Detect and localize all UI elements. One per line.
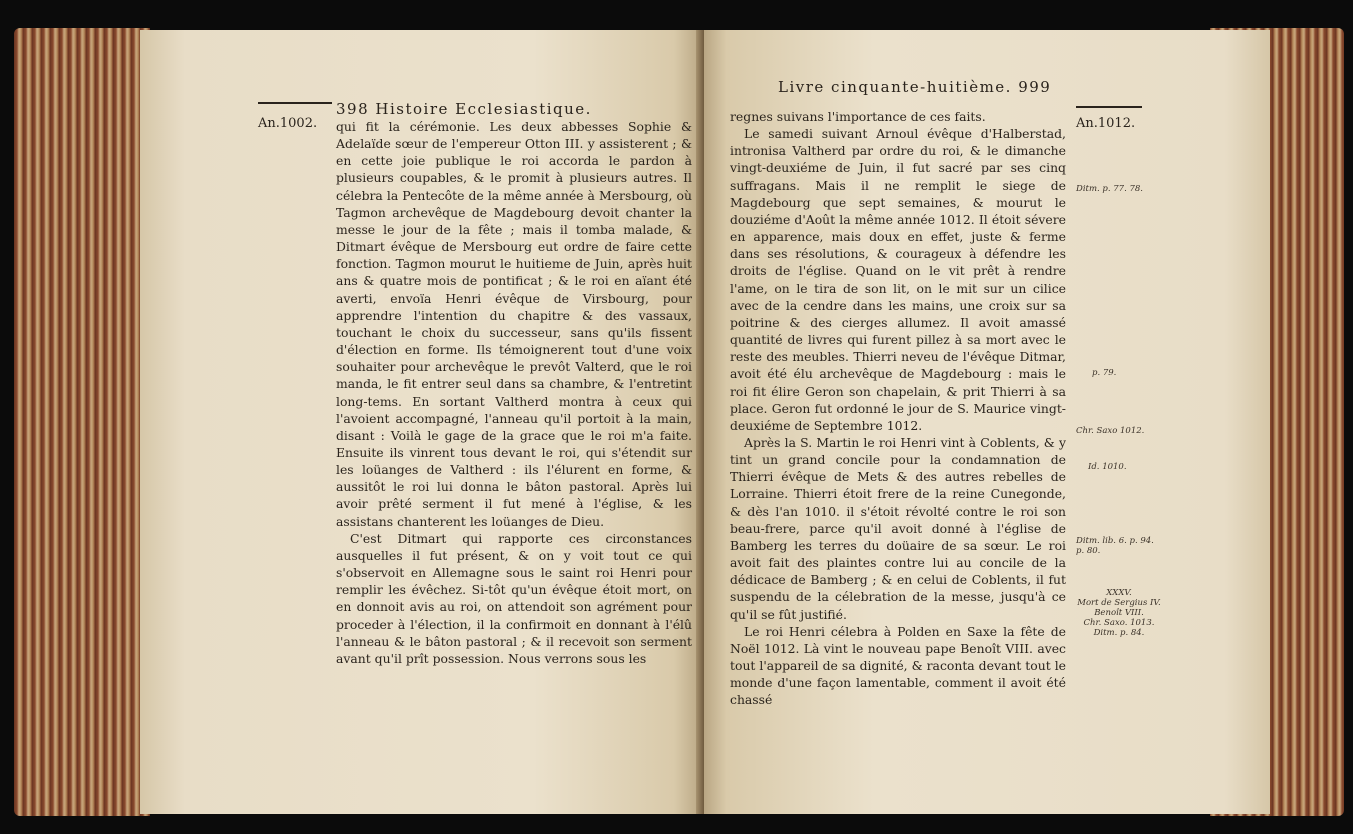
year-rule: [1076, 106, 1142, 108]
margin-note: Id. 1010.: [1088, 462, 1127, 472]
margin-year: An.1012.: [1076, 116, 1136, 131]
left-page: [140, 30, 702, 814]
margin-note: Chr. Saxo 1012.: [1076, 426, 1145, 436]
right-page: [704, 30, 1270, 814]
paragraph: regnes suivans l'importance de ces faits.: [730, 109, 986, 124]
margin-note: Ditm. p. 77. 78.: [1076, 184, 1143, 194]
margin-note: p. 79.: [1092, 368, 1117, 378]
margin-note: Ditm. lib. 6. p. 94. p. 80.: [1076, 536, 1154, 556]
paragraph: Après la S. Martin le roi Henri vint à Coblents, & y tint un grand concile pour la condamnation de Thierri évêque de Mets & des autres rebelles de Lorraine. Thierri étoit frere de la reine Cunegonde, & dès l'an 1010. il s'étoit révolté contre le roi son beau-frere, parce qu'il avoit donné à l'église de Bamberg les terres du doüaire de sa sœur. Le roi avoit fait des plaintes contre lui au concile de la dédicace de Bamberg ; & en celui de Coblents, il fut suspendu de la célebration de la messe, jusqu'à ce qu'il se fût justifié.: [730, 434, 1066, 622]
body-text: [730, 108, 1066, 708]
margin-note: XXXV. Mort de Sergius IV. Benoît VIII. Chr. Saxo. 1013. Ditm. p. 84.: [1077, 588, 1161, 638]
body-text: [336, 118, 692, 667]
paragraph: Le samedi suivant Arnoul évêque d'Halberstad, intronisa Valtherd par ordre du roi, & le dimanche vingt-deuxiéme de Juin, il fut sacré par ses cinq suffragans. Mais il ne remplit le siege de Magdebourg que sept semaines, & mourut le douziéme d'Août la même année 1012. Il étoit sévere en apparence, mais doux en effet, juste & ferme dans ses résolutions, & courageux à défendre les droits de l'église. Quand on le vit prêt à rendre l'ame, on le tira de son lit, on le mit sur un cilice avec de la cendre dans les mains, une croix sur sa poitrine & des cierges allumez. Il avoit amassé quantité de livres qui furent pillez à sa mort avec le reste des meubles. Thierri neveu de l'évêque Ditmar, avoit été élu archevêque de Magdebourg : mais le roi fit élire Geron son chapelain, & prit Thierri à sa place. Geron fut ordonné le jour de S. Maurice vingt-deuxiéme de Septembre 1012.: [730, 126, 1066, 433]
running-header: Livre cinquante-huitième. 999: [778, 78, 1052, 96]
left-page-edges: [14, 28, 150, 816]
paragraph: C'est Ditmart qui rapporte ces circonstances ausquelles il fut présent, & on y voit tout ce qui s'observoit en Allemagne sous le saint roi Henri pour remplir les évêchez. Si-tôt qu'un évêque étoit mort, on en donnoit avis au roi, on attendoit son agrément pour proceder à l'élection, il la confirmoit en donnant à l'élû l'anneau & le bâton pastoral ; & il recevoit son serment avant qu'il prît possession. Nous verrons sous les: [336, 530, 692, 666]
paragraph: Le roi Henri célebra à Polden en Saxe la fête de Noël 1012. Là vint le nouveau pape Benoît VIII. avec tout l'appareil de sa dignité, & raconta devant tout le monde d'une façon lamentable, comment il avoit été chassé: [730, 623, 1066, 708]
year-rule: [258, 102, 332, 104]
margin-year: An.1002.: [258, 116, 318, 131]
paragraph: qui fit la cérémonie. Les deux abbesses Sophie & Adelaïde sœur de l'empereur Otton III. y assisterent ; & en cette joie publique le roi accorda le pardon à plusieurs coupables, & le promit à plusieurs autres. Il célebra la Pentecôte de la même année à Mersbourg, où Tagmon archevêque de Magdebourg devoit chanter la messe le jour de la fête ; mais il tomba malade, & Ditmart évêque de Mersbourg eut ordre de faire cette fonction. Tagmon mourut le huitieme de Juin, après huit ans & quatre mois de pontificat ; & le roi en aïant été averti, envoïa Henri évêque de Virsbourg, pour apprendre l'intention du chapitre & des vassaux, touchant le choix du successeur, sans qu'ils fissent d'élection en forme. Ils témoignerent tout d'une voix souhaiter pour archevêque le prevôt Valterd, que le roi manda, le fit entrer seul dans sa chambre, & l'entretint long-tems. En sortant Valtherd montra à ceux qui l'avoient accompagné, l'anneau qu'il portoit à la main, disant : Voilà le gage de la grace que le roi m'a faite. Ensuite ils vinrent tous devant le roi, qui s'étendit sur les loüanges de Valtherd : ils l'élurent en forme, & aussitôt le roi lui donna le bâton pastoral. Après lui avoir prêté serment il fut mené à l'église, & les assistans chanterent les loüanges de Dieu.: [336, 119, 692, 529]
running-header: 398 Histoire Ecclesiastique.: [336, 100, 592, 118]
